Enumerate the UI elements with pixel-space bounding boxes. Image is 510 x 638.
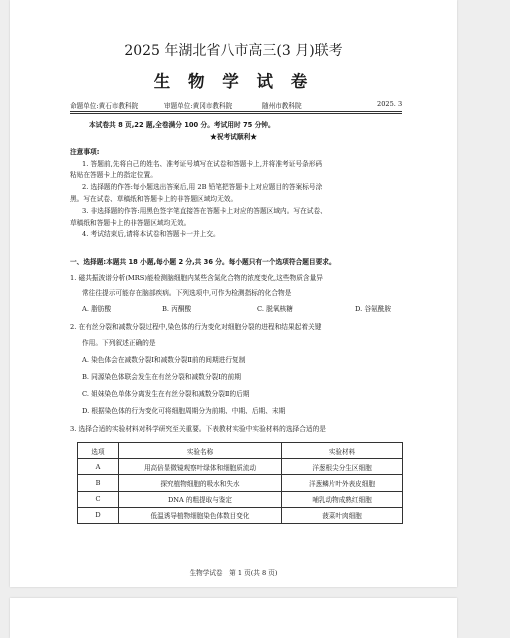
question-3-stem: 3. 选择合适的实验材料对科学研究至关重要。下表教材实验中实验材料的选择合适的是 bbox=[70, 425, 326, 433]
question-2-option-a: A. 染色体会在减数分裂Ⅰ和减数分裂Ⅱ前的间期进行复制 bbox=[82, 356, 246, 364]
question-2-option-c: C. 姐妹染色单体分离发生在有丝分裂和减数分裂Ⅱ的后期 bbox=[82, 390, 250, 398]
table-cell: A bbox=[78, 459, 119, 475]
note-line: 4. 考试结束后,请将本试卷和答题卡一并上交。 bbox=[82, 230, 220, 238]
header-rule-2 bbox=[70, 113, 402, 114]
note-line: 粘贴在答题卡上的指定位置。 bbox=[70, 171, 157, 179]
table-cell: 低温诱导植物细胞染色体数目变化 bbox=[119, 507, 282, 523]
header-rule bbox=[70, 111, 402, 112]
table-row bbox=[78, 491, 403, 507]
table-header: 选项 bbox=[78, 443, 119, 459]
table-header: 实验名称 bbox=[119, 443, 282, 459]
table-cell: 洋葱根尖分生区细胞 bbox=[282, 459, 403, 475]
question-2-stem-2: 作用。下列叙述正确的是 bbox=[82, 339, 156, 347]
subject-title: 生 物 学 试 卷 bbox=[153, 72, 314, 91]
review-unit: 审题单位:黄冈市教科院 bbox=[164, 102, 233, 110]
exam-page-2 bbox=[10, 598, 457, 638]
table-cell: B bbox=[78, 475, 119, 491]
question-1-option-d: D. 谷氨酰胺 bbox=[355, 305, 392, 313]
table-cell: D bbox=[78, 507, 119, 523]
table-cell: 探究植物细胞的吸水和失水 bbox=[119, 475, 282, 491]
table-cell: C bbox=[78, 491, 119, 507]
note-line: 3. 非选择题的作答:用黑色签字笔直接答在答题卡上对应的答题区域内。写在试卷、 bbox=[82, 207, 327, 215]
table-cell: 哺乳动物成熟红细胞 bbox=[282, 491, 403, 507]
table-cell: 洋葱鳞片叶外表皮细胞 bbox=[282, 475, 403, 491]
notes-heading: 注意事项: bbox=[70, 148, 100, 156]
question-2-option-b: B. 同源染色体联会发生在有丝分裂和减数分裂Ⅰ的前期 bbox=[82, 373, 241, 381]
exam-info: 本试卷共 8 页,22 题,全卷满分 100 分。考试用时 75 分钟。 bbox=[89, 121, 275, 129]
question-1-option-c: C. 脱氧核糖 bbox=[257, 305, 293, 313]
question-2-option-d: D. 根据染色体的行为变化可将细胞周期分为前期、中期、后期、末期 bbox=[82, 407, 286, 415]
note-line: 草稿纸和答题卡上的非答题区域均无效。 bbox=[70, 219, 191, 227]
note-line: 1. 答题前,先将自己的姓名、准考证号填写在试卷和答题卡上,并将准考证号条形码 bbox=[82, 160, 323, 168]
section-heading: 一、选择题:本题共 18 小题,每小题 2 分,共 36 分。每小题只有一个选项符合题目要求。 bbox=[70, 258, 336, 266]
table-header: 实验材料 bbox=[282, 443, 403, 459]
table-header-row bbox=[78, 443, 403, 459]
note-line: 2. 选择题的作答:每小题选出答案后,用 2B 铅笔把答题卡上对应题目的答案标号涂 bbox=[82, 183, 323, 191]
review-unit-2: 随州市教科院 bbox=[262, 102, 302, 110]
exam-page-1 bbox=[10, 0, 457, 587]
table-cell: 用高倍显微镜观察叶绿体和细胞质流动 bbox=[119, 459, 282, 475]
question-1-stem-2: 常往往提示可能存在脑部疾病。下列选项中,可作为检测指标的化合物是 bbox=[82, 289, 292, 297]
table-cell: 菠菜叶肉细胞 bbox=[282, 507, 403, 523]
exam-date: 2025. 3 bbox=[377, 100, 403, 108]
page-footer: 生物学试卷 第 1 页(共 8 页) bbox=[189, 569, 278, 577]
experiment-table bbox=[77, 442, 403, 524]
question-1-option-a: A. 脂肪酸 bbox=[82, 305, 112, 313]
table-row bbox=[78, 459, 403, 475]
table-row bbox=[78, 507, 403, 523]
table-row bbox=[78, 475, 403, 491]
table-cell: DNA 的粗提取与鉴定 bbox=[119, 491, 282, 507]
exam-title: 2025 年湖北省八市高三(3 月)联考 bbox=[124, 43, 343, 59]
question-1-option-b: B. 丙酮酸 bbox=[162, 305, 192, 313]
good-luck: ★祝考试顺利★ bbox=[210, 133, 257, 141]
question-2-stem: 2. 在有丝分裂和减数分裂过程中,染色体的行为变化对细胞分裂的进程和结果起着关键 bbox=[70, 323, 322, 331]
author-unit: 命题单位:黄石市教科院 bbox=[70, 102, 139, 110]
note-line: 黑。写在试卷、草稿纸和答题卡上的非答题区域均无效。 bbox=[70, 195, 238, 203]
question-1-stem: 1. 磁共振波谱分析(MRS)能检测脑细胞内某些含氮化合物的浓度变化,这些物质含量异 bbox=[70, 274, 323, 282]
